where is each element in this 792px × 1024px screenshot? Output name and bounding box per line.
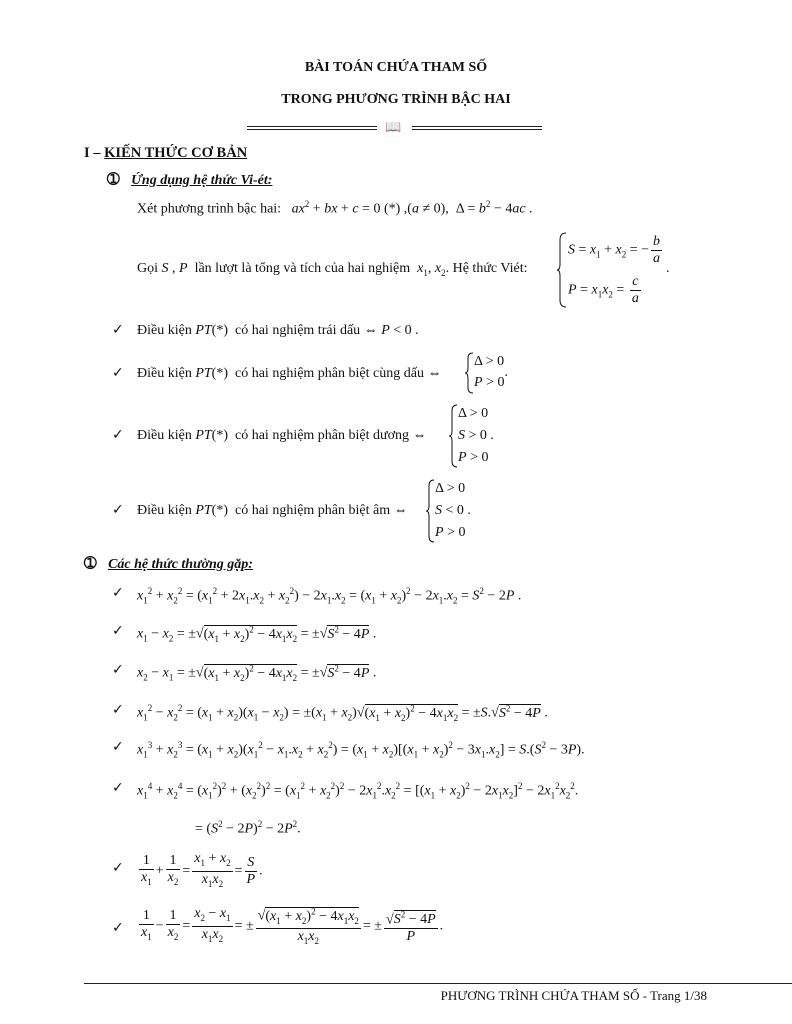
formula-difference-of-squares: $x_1^2 - x_2^2 = (x_1 + x_2)(x_1 - x_2) = \pm(x_1 + x_2)√(x_1 + x_2)^2 - 4x_1x_2 = \pm S.√S^2 - 4P$ . — [137, 703, 548, 723]
condition-same-sign: Điều kiện PT(*) có hai nghiệm phân biệt cùng dấu ⇔ — [137, 366, 442, 381]
subsection-1-heading: ➀ Ứng dụng hệ thức Vi-ét: — [107, 172, 273, 188]
checkmark-icon: ✓ — [112, 502, 124, 518]
checkmark-icon: ✓ — [112, 702, 124, 718]
ornament-rule-left — [247, 126, 377, 130]
formula-sum-of-reciprocals: $\frac{1}{x_1}$ + $\frac{1}{x_2}$ = $\frac{x_1 + x_2}{x_1x_2}$ = $\frac{S}{P}$ . — [141, 851, 263, 889]
negative-system: Δ > 0 S < 0 . P > 0 — [435, 481, 471, 540]
quadratic-equation-line: Xét phương trình bậc hai: $ax^2$ + bx + c = 0 (*) ,(a ≠ 0), $\Delta = b^2 - 4ac$ . — [137, 199, 533, 217]
section-heading: I – KIẾN THỨC CƠ BẢN — [84, 145, 248, 161]
circled-one-icon: ➀ — [107, 172, 120, 188]
checkmark-icon: ✓ — [112, 322, 124, 338]
checkmark-icon: ✓ — [112, 623, 124, 639]
checkmark-icon: ✓ — [112, 780, 124, 796]
negative-brace — [425, 479, 435, 543]
vieta-sum-formula: $S = x_1 + x_2$ = − $\frac{b}{a}$ — [568, 234, 661, 266]
checkmark-icon: ✓ — [112, 365, 124, 381]
formula-difference-1: $x_1 - x_2 = \pm√(x_1 + x_2)^2 - 4x_1x_2 = \pm√S^2 - 4P$ . — [137, 624, 377, 644]
positive-brace — [448, 404, 458, 468]
condition-positive: Điều kiện PT(*) có hai nghiệm phân biệt dương ⇔ — [137, 428, 427, 443]
subsection-2-heading: ➀ Các hệ thức thường gặp: — [84, 556, 253, 572]
footer-rule — [84, 983, 792, 984]
checkmark-icon: ✓ — [112, 860, 124, 876]
checkmark-icon: ✓ — [112, 427, 124, 443]
vieta-intro-line: Gọi S , P lần lượt là tổng và tích của hai nghiệm $x_1$, $x_2$. Hệ thức Viét: — [137, 261, 528, 278]
condition-opposite-sign: Điều kiện PT(*) có hai nghiệm trái dấu ⇔ P < 0 . — [137, 323, 419, 338]
formula-sum-of-fourth-powers: $x_1^4 + x_2^4 = (x_1^2)^2 + (x_2^2)^2 = (x_1^2 + x_2^2)^2 - 2x_1^2.x_2^2 = [(x_1 + x_2)^2 - 2x_1x_2]^2 - 2x_1^2x_2^2$. — [137, 781, 579, 801]
formula-sum-of-cubes: $x_1^3 + x_2^3 = (x_1 + x_2)(x_1^2 - x_1.x_2 + x_2^2) = (x_1 + x_2)[(x_1 + x_2)^2 - 3x_1.x_2] = S.(S^2 - 3P)$. — [137, 740, 585, 760]
condition-negative: Điều kiện PT(*) có hai nghiệm phân biệt âm ⇔ — [137, 503, 408, 518]
formula-difference-of-reciprocals: $\frac{1}{x_1}$ − $\frac{1}{x_2}$ = $\frac{x_2 - x_1}{x_1x_2}$ = ± $\frac{√(x_1 + x_2)^2 - 4x_1x_2}{x_1x_2}$ = ± $\frac{√S^2 - 4P}{P}$ . — [137, 903, 443, 949]
vieta-product-formula: $P = x_1x_2$ = $\frac{c}{a}$ — [568, 274, 639, 306]
checkmark-icon: ✓ — [112, 662, 124, 678]
same-sign-brace — [464, 352, 474, 394]
vieta-brace — [556, 232, 568, 308]
document-title-line1: BÀI TOÁN CHỨA THAM SỐ — [304, 60, 488, 75]
checkmark-icon: ✓ — [112, 585, 124, 601]
formula-sum-of-squares: $x_1^2 + x_2^2 = (x_1^2 + 2x_1.x_2 + x_2^2) - 2x_1.x_2 = (x_1 + x_2)^2 - 2x_1.x_2 = S^2 - 2P$ . — [137, 586, 522, 606]
checkmark-icon: ✓ — [112, 920, 124, 936]
checkmark-icon: ✓ — [112, 739, 124, 755]
ornament-rule-right — [412, 126, 542, 130]
page-footer: PHƯƠNG TRÌNH CHỨA THAM SỐ - Trang 1/38 — [440, 988, 707, 1003]
open-book-icon: 📖 — [385, 119, 402, 134]
positive-system: Δ > 0 S > 0 . P > 0 — [458, 406, 494, 465]
document-title-line2: TRONG PHƯƠNG TRÌNH BẬC HAI — [281, 92, 511, 107]
same-sign-system: Δ > 0 P > 0. — [474, 354, 508, 390]
formula-sum-of-fourth-powers-result: = $(S^2 - 2P)^2 - 2P^2$. — [195, 819, 301, 837]
circled-one-icon: ➀ — [84, 556, 97, 572]
formula-difference-2: $x_2 - x_1 = \pm√(x_1 + x_2)^2 - 4x_1x_2 = \pm√S^2 - 4P$ . — [137, 663, 377, 683]
